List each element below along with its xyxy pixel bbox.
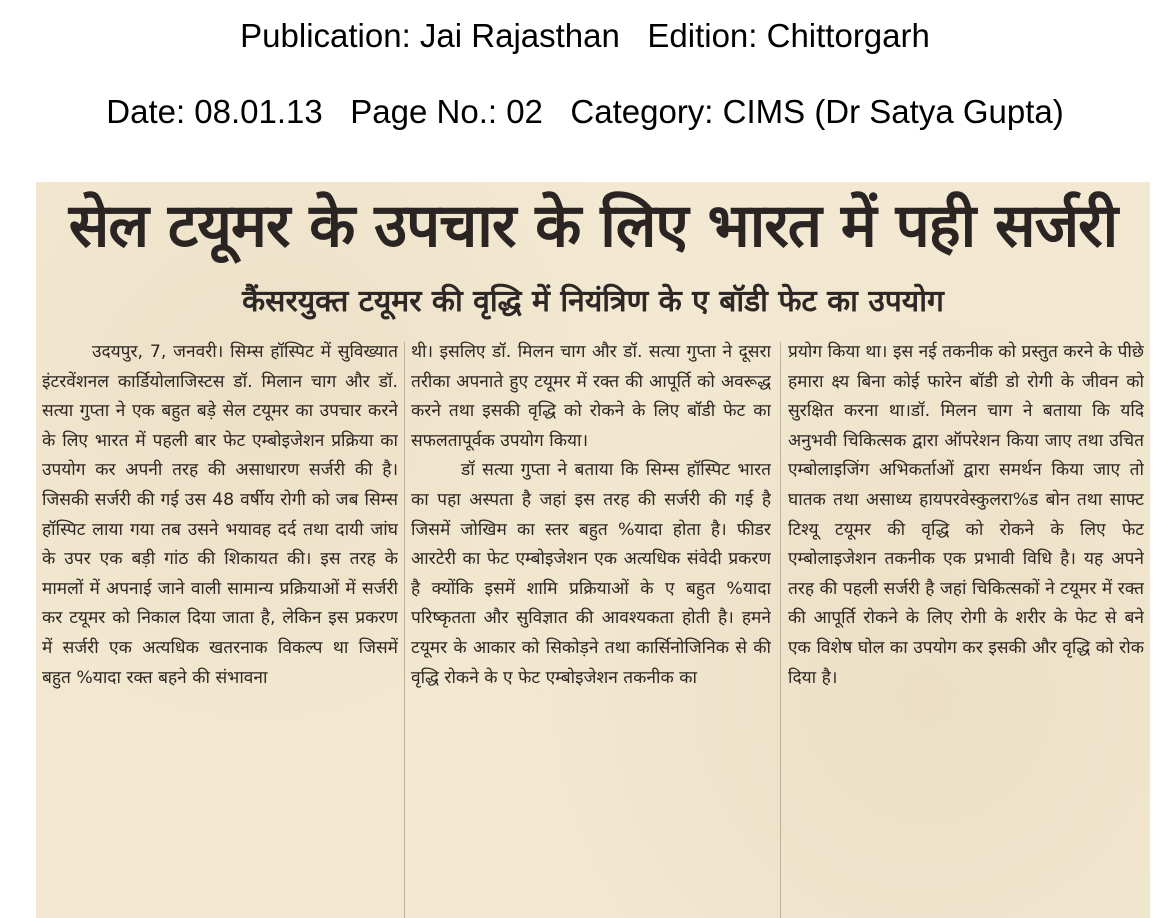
column-divider <box>780 342 781 918</box>
article-column-1 <box>42 338 398 918</box>
column-2-paragraph-1: थी। इसलिए डॉ. मिलन चाग और डॉ. सत्या गुप्ता ने दूसरा तरीका अपनाते हुए टयूमर में रक्त की आपूर्ति को अवरूद्ध करने तथा इसकी वृद्धि को रोकने के लिए बॉडी फेट का सफलतापूर्वक उपयोग किया। <box>411 342 771 451</box>
article-subheadline: कैंसरयुक्त टयूमर की वृद्धि में नियंत्रिण के ए बॉडी फेट का उपयोग <box>242 284 944 319</box>
date-page-category-line: Date: 08.01.13 Page No.: 02 Category: CIMS (Dr Satya Gupta) <box>106 93 1064 130</box>
article-column-3 <box>788 338 1144 918</box>
column-3-paragraph-1: प्रयोग किया था। इस नई तकनीक को प्रस्तुत करने के पीछे हमारा क्ष्य बिना कोई फारेन बॉडी डो रोगी के जीवन को सुरक्षित करना था।डॉ. मिलन चाग ने बताया कि यदि अनुभवी चिकित्सक द्वारा ऑपरेशन किया जाए तथा उचित एम्बोलाइजिंग अभिकर्ताओं द्वारा समर्थन किया जाए तो घातक तथा असाध्य हायपरवेस्कुलरा%ड बोन तथा साफ्ट टिश्यू टयूमर की वृद्धि को रोकने के लिए फेट एम्बोलाइजेशन तकनीक एक प्रभावी विधि है। यह अपने तरह की पहली सर्जरी है जहां चिकित्सकों ने टयूमर में रक्त की आपूर्ति रोकने के लिए रोगी के शरीर के फेट से बने एक विशेष घोल का उपयोग कर इसकी और वृद्धि को रोक दिया है। <box>788 342 1144 688</box>
column-divider <box>404 342 405 918</box>
column-2-paragraph-2: डॉ सत्या गुप्ता ने बताया कि सिम्स हॉस्पिट भारत का पहा अस्पता है जहां इस तरह की सर्जरी की गई है जिसमें जोखिम का स्तर बहुत %यादा होता है। फीडर आरटेरी का फेट एम्बोइजेशन एक अत्यधिक संवेदी प्रकरण है क्योंकि इसमें शामि प्रक्रियाओं के ए बहुत %यादा परिष्कृतता और सुविज्ञात की आवश्यकता होती है। हमने टयूमर के आकार को सिकोड़ने तथा कार्सिनोजिनिक से की वृद्धि रोकने के ए फेट एम्बोइजेशन तकनीक का <box>411 460 771 688</box>
article-column-2 <box>411 338 771 918</box>
column-1-paragraph-1: उदयपुर, 7, जनवरी। सिम्स हॉस्पिट में सुविख्यात इंटरवेंशनल कार्डियोलाजिस्टस डॉ. मिलान चाग और डॉ. सत्या गुप्ता ने एक बहुत बड़े सेल टयूमर का उपचार करने के लिए भारत में पहली बार फेट एम्बोइजेशन प्रक्रिया का उपयोग कर अपनी तरह की असाधारण सर्जरी की है। जिसकी सर्जरी की गई उस 48 वर्षीय रोगी को जब सिम्स हॉस्पिट लाया गया तब उसने भयावह दर्द तथा दायी जांघ के उपर एक बड़ी गांठ की शिकायत की। इस तरह के मामलों में अपनाई जाने वाली सामान्य प्रक्रियाओं में सर्जरी कर टयूमर को निकाल दिया जाता है, लेकिन इस प्रकरण में सर्जरी एक अत्यधिक खतरनाक विकल्प था जिसमें बहुत %यादा रक्त बहने की संभावना <box>42 342 398 688</box>
article-headline: सेल टयूमर के उपचार के लिए भारत में पही सर्जरी <box>68 191 1118 261</box>
publication-edition-line: Publication: Jai Rajasthan Edition: Chittorgarh <box>240 17 930 54</box>
newspaper-clipping <box>36 182 1150 918</box>
